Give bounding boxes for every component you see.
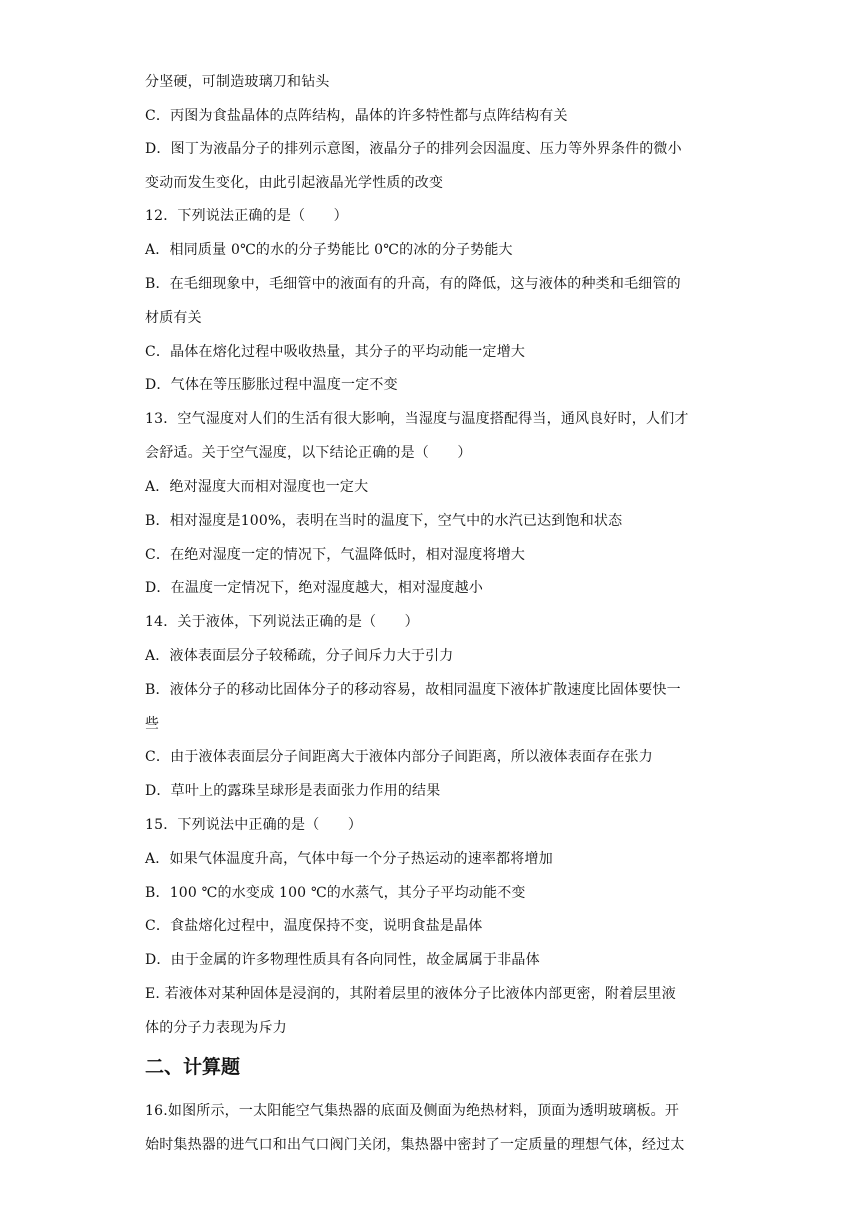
question-15: 15．下列说法中正确的是（ ） (145, 817, 363, 833)
option-c-13: C．在绝对湿度一定的情况下，气温降低时，相对湿度将增大 (145, 547, 526, 563)
text-line: 分坚硬，可制造玻璃刀和钻头 (145, 74, 330, 90)
option-a-13: A．绝对湿度大而相对湿度也一定大 (145, 479, 369, 495)
text-line: 体的分子力表现为斥力 (145, 1020, 287, 1036)
text-line: 材质有关 (145, 310, 202, 326)
text-line: 些 (145, 716, 160, 732)
option-c-11: C．丙图为食盐晶体的点阵结构，晶体的许多特性都与点阵结构有关 (145, 108, 568, 124)
option-d-11: D．图丁为液晶分子的排列示意图，液晶分子的排列会因温度、压力等外界条件的微小 (145, 141, 682, 157)
option-a-14: A．液体表面层分子较稀疏，分子间斥力大于引力 (145, 648, 454, 664)
option-a-12: A．相同质量 0℃的水的分子势能比 0℃的冰的分子势能大 (145, 242, 513, 258)
option-c-14: C．由于液体表面层分子间距离大于液体内部分子间距离，所以液体表面存在张力 (145, 749, 653, 765)
option-b-15: B．100 ℃的水变成 100 ℃的水蒸气，其分子平均动能不变 (145, 885, 526, 901)
option-b-13: B．相对湿度是100%，表明在当时的温度下，空气中的水汽已达到饱和状态 (145, 513, 623, 529)
question-16: 16.如图所示，一太阳能空气集热器的底面及侧面为绝热材料，顶面为透明玻璃板。开 (145, 1103, 680, 1119)
option-e-15: E. 若液体对某种固体是浸润的，其附着层里的液体分子比液体内部更密，附着层里液 (145, 986, 676, 1002)
text-line: 会舒适。关于空气湿度，以下结论正确的是（ ） (145, 445, 472, 461)
option-c-12: C．晶体在熔化过程中吸收热量，其分子的平均动能一定增大 (145, 344, 526, 360)
question-14: 14．关于液体，下列说法正确的是（ ） (145, 614, 419, 630)
option-a-15: A．如果气体温度升高，气体中每一个分子热运动的速率都将增加 (145, 851, 553, 867)
text-line: 始时集热器的进气口和出气口阀门关闭，集热器中密封了一定质量的理想气体，经过太 (145, 1137, 685, 1153)
option-d-14: D．草叶上的露珠呈球形是表面张力作用的结果 (145, 783, 441, 799)
option-b-14: B．液体分子的移动比固体分子的移动容易，故相同温度下液体扩散速度比固体要快一 (145, 682, 681, 698)
section-heading: 二、计算题 (145, 1056, 241, 1078)
question-12: 12．下列说法正确的是（ ） (145, 208, 348, 224)
option-d-13: D．在温度一定情况下，绝对湿度越大，相对湿度越小 (145, 580, 484, 596)
option-d-15: D．由于金属的许多物理性质具有各向同性，故金属属于非晶体 (145, 952, 540, 968)
question-13: 13．空气湿度对人们的生活有很大影响，当湿度与温度搭配得当，通风良好时，人们才 (145, 411, 689, 427)
option-d-12: D．气体在等压膨胀过程中温度一定不变 (145, 377, 398, 393)
option-c-15: C．食盐熔化过程中，温度保持不变，说明食盐是晶体 (145, 918, 483, 934)
text-line: 变动而发生变化，由此引起液晶光学性质的改变 (145, 175, 444, 191)
option-b-12: B．在毛细现象中，毛细管中的液面有的升高，有的降低，这与液体的种类和毛细管的 (145, 276, 681, 292)
